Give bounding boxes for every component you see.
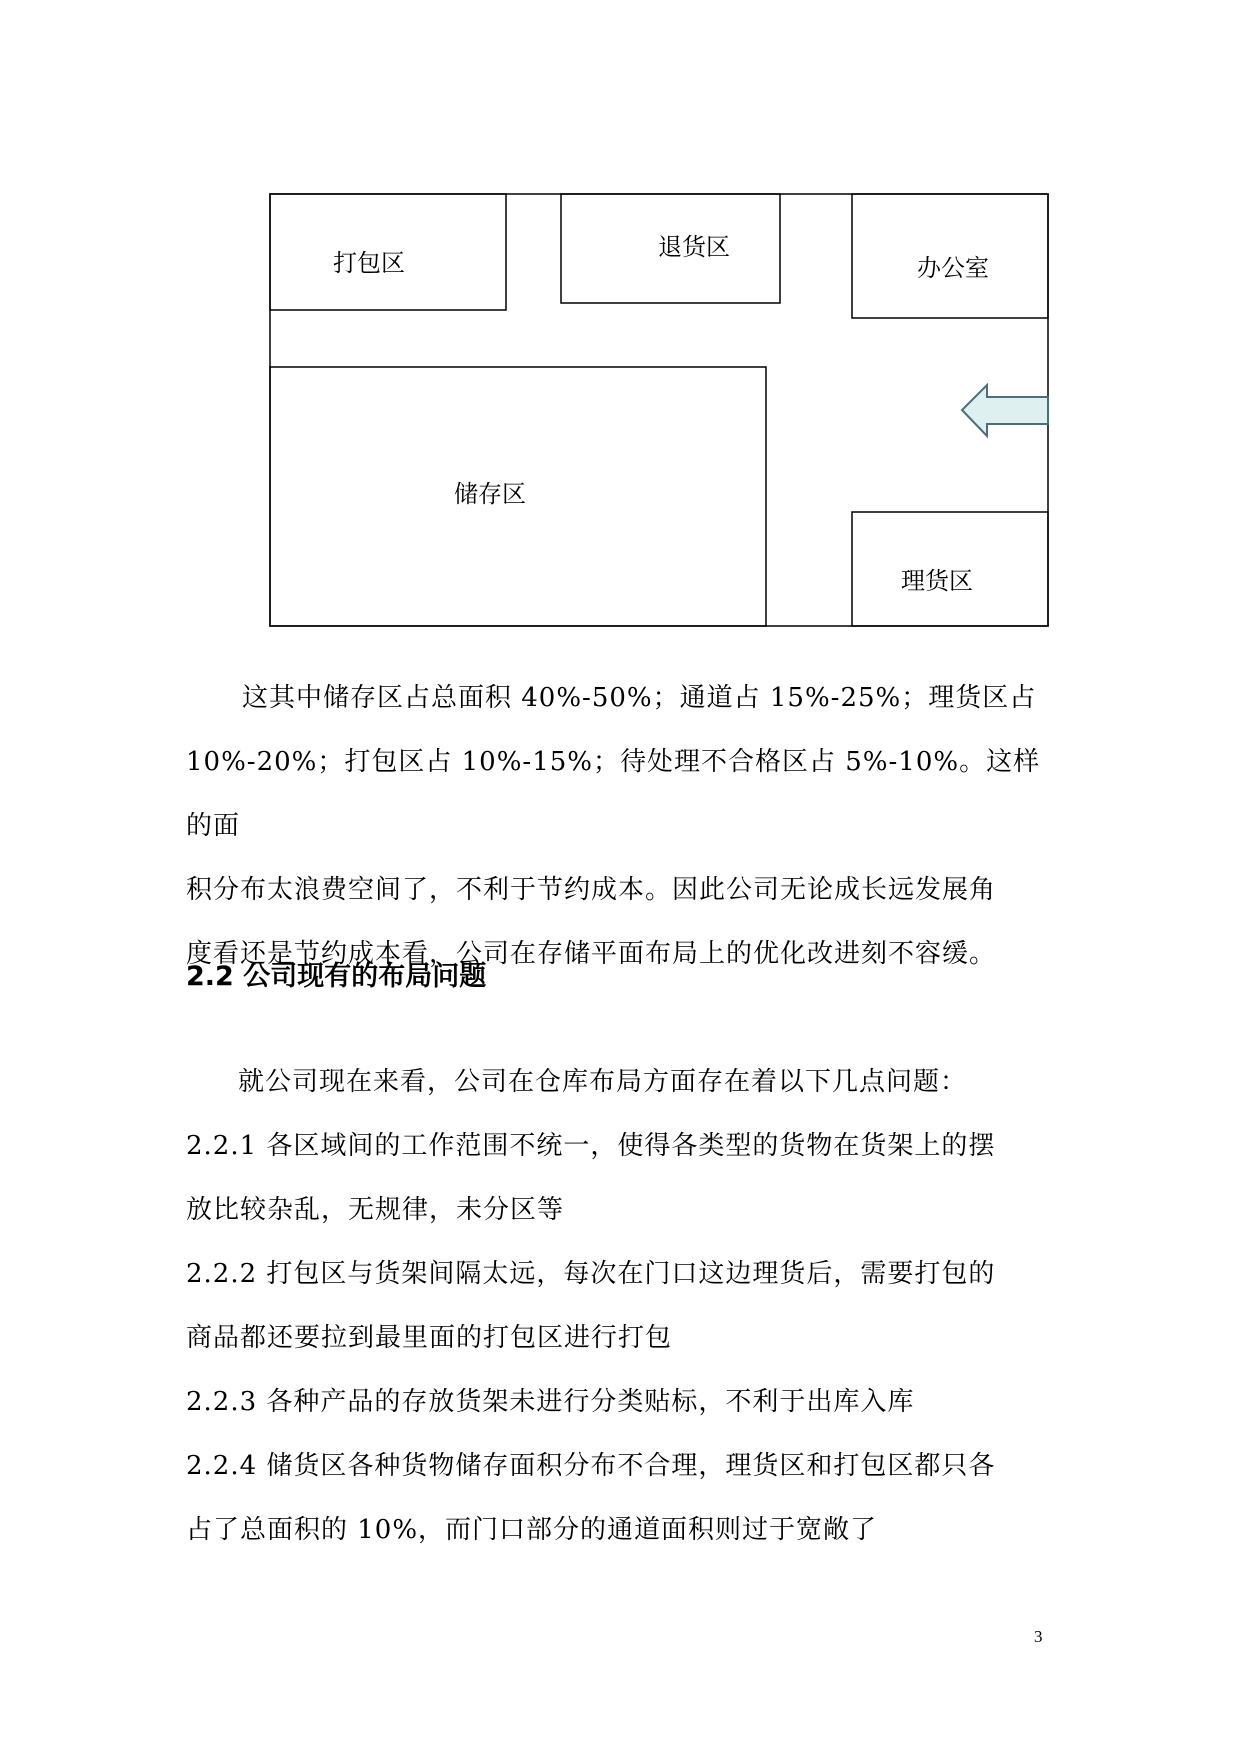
issues-section bbox=[186, 1050, 1056, 1562]
office-label: 办公室 bbox=[917, 254, 989, 282]
section-heading: 2.2 公司现有的布局问题 bbox=[186, 961, 487, 992]
issue-line: 放比较杂乱，无规律，未分区等 bbox=[186, 1195, 565, 1225]
issue-item bbox=[186, 1370, 1056, 1434]
area-distribution-paragraph bbox=[186, 666, 1056, 986]
sorting-zone-label: 理货区 bbox=[901, 567, 973, 595]
packing-zone-label: 打包区 bbox=[333, 249, 405, 277]
issue-line: 2.2.2 打包区与货架间隔太远，每次在门口这边理货后，需要打包的 bbox=[186, 1259, 996, 1289]
issue-line: 商品都还要拉到最里面的打包区进行打包 bbox=[186, 1323, 673, 1353]
issue-line: 2.2.3 各种产品的存放货架未进行分类贴标，不利于出库入库 bbox=[186, 1387, 915, 1417]
issue-item bbox=[186, 1114, 1056, 1242]
issue-item bbox=[186, 1434, 1056, 1562]
storage-zone-label: 储存区 bbox=[454, 480, 526, 508]
issue-line: 2.2.1 各区域间的工作范围不统一，使得各类型的货物在货架上的摆 bbox=[186, 1131, 996, 1161]
paragraph-line: 度看还是节约成本看，公司在存储平面布局上的优化改进刻不容缓。 bbox=[186, 939, 997, 969]
paragraph-line: 积分布太浪费空间了，不利于节约成本。因此公司无论成长远发展角 bbox=[186, 875, 997, 905]
intro-line: 就公司现在来看，公司在仓库布局方面存在着以下几点问题： bbox=[238, 1067, 968, 1097]
issue-item bbox=[186, 1242, 1056, 1370]
warehouse-layout-diagram bbox=[0, 0, 1241, 640]
paragraph-line: 10%-20%；打包区占 10%-15%；待处理不合格区占 5%-10%。这样的面 bbox=[186, 747, 1041, 841]
layout-svg bbox=[0, 0, 1241, 640]
page-number: 3 bbox=[1034, 1627, 1043, 1646]
issue-line: 占了总面积的 10%，而门口部分的通道面积则过于宽敞了 bbox=[186, 1515, 878, 1545]
issue-line: 2.2.4 储货区各种货物储存面积分布不合理，理货区和打包区都只各 bbox=[186, 1451, 996, 1481]
returns-zone-label: 退货区 bbox=[658, 233, 730, 261]
left-arrow-icon bbox=[962, 385, 1048, 436]
paragraph-line: 这其中储存区占总面积 40%-50%；通道占 15%-25%；理货区占 bbox=[242, 683, 1037, 713]
